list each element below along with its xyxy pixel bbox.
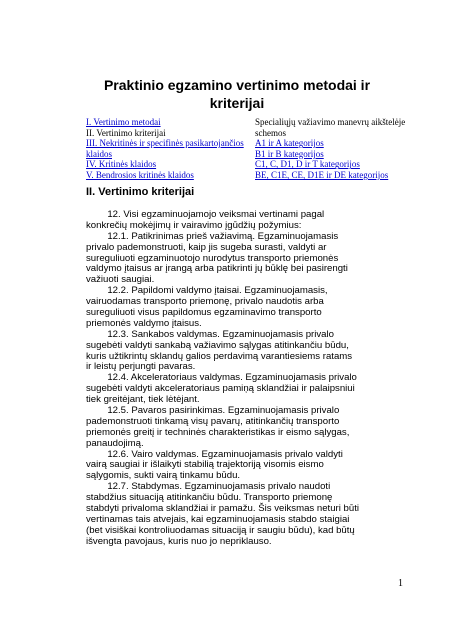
body-line: stabdyti privaloma sklandžiai ir pamažu. Šis veiksmas neturi būti: [86, 503, 360, 515]
body-line: privalo pademonstruoti, kaip jis sugeba surasti, valdyti ar: [86, 241, 327, 253]
body-line: valdymo įtaisus ar įrangą arba patikrinti jų būklę bei pasirengti: [86, 263, 348, 275]
body-line: konkrečių mokėjimų ir vairavimo įgūdžių požymius:: [86, 219, 302, 231]
toc-link[interactable]: klaidos: [86, 148, 112, 159]
toc-link[interactable]: V. Bendrosios kritinės klaidos: [86, 170, 194, 180]
page-title: [80, 76, 394, 112]
body-line: sugebėti valdyti sankabą važiavimo sąlygas atitinkančiu būdu,: [86, 339, 349, 351]
toc-link[interactable]: A1 ir A kategorijos: [255, 138, 324, 149]
toc-link[interactable]: IV. Kritinės klaidos: [86, 159, 157, 170]
body-line: 12.7. Stabdymas. Egzaminuojamasis privalo naudoti: [86, 481, 331, 493]
body-line: ir leistų perjungti pavaras.: [86, 361, 196, 373]
body-line: panaudojimą.: [86, 437, 144, 449]
body-line: važiuoti saugiai.: [86, 274, 155, 286]
body-line: vairą saugiai ir išlaikyti stabilią trajektoriją visomis eismo: [86, 459, 324, 471]
toc-text: II. Vertinimo kriterijai: [86, 127, 166, 138]
toc-link[interactable]: C1, C, D1, D ir T kategorijos: [255, 159, 360, 170]
toc-text: Specialiųjų važiavimo manevrų aikštelėje: [255, 117, 406, 127]
body-line: vertinamas tais atvejais, kai egzaminuojamasis stabdo staigiai: [86, 513, 350, 525]
body-line: kuris užtikrintų sklandų galios perdavimą varantiesiems ratams: [86, 350, 353, 362]
body-line: tiek greitėjant, tiek lėtėjant.: [86, 394, 200, 406]
section-heading: II. Vertinimo kriterijai: [86, 186, 195, 198]
body-line: vairuodamas transporto priemonę, privalo naudotis arba: [86, 296, 324, 308]
body-line: priemonės valdymo įtaisus.: [86, 317, 202, 329]
title-line-1: Praktinio egzamino vertinimo metodai ir: [103, 77, 371, 93]
toc-link[interactable]: B1 ir B kategorijos: [255, 148, 324, 159]
toc-link[interactable]: BE, C1E, CE, D1E ir DE kategorijos: [255, 170, 389, 180]
body-line: sureguliuoti visus papildomus egzaminavimo transporto: [86, 307, 322, 319]
body-line: 12.2. Papildomi valdymo įtaisai. Egzaminuojamasis,: [86, 285, 328, 297]
body-line: 12.4. Akceleratoriaus valdymas. Egzaminuojamasis privalo: [86, 372, 357, 384]
title-line-2: kriterijai: [209, 95, 265, 111]
body-line: sąlygomis, sukti vairą tinkamu būdu.: [86, 470, 241, 482]
body-line: stabdžius situaciją atitinkančiu būdu. Transporto priemonę: [86, 492, 333, 504]
body-line: pademonstruoti tinkamą visų pavarų, atitinkančių transporto: [86, 415, 340, 427]
body-line: sugebėti valdyti akceleratoriaus pamiņą sklandžiai ir palaipsniui: [86, 383, 355, 395]
body-line: išvengta pavojaus, kuris nuo jo nepriklauso.: [86, 535, 272, 547]
body-line: 12.5. Pavaros pasirinkimas. Egzaminuojamasis privalo: [86, 405, 340, 417]
body-line: 12.6. Vairo valdymas. Egzaminuojamasis privalo valdyti: [86, 448, 343, 460]
body-line: priemonės greitį ir techninės charakteristikas ir eismo sąlygas,: [86, 426, 350, 438]
toc-text: schemos: [255, 127, 286, 138]
body-line: (bet visiškai kontroliuodamas situaciją ir saugiu būdu), kad būtų: [86, 524, 355, 536]
body-line: 12. Visi egzaminuojamojo veiksmai vertinami pagal: [86, 209, 325, 220]
body-line: sureguliuoti egzaminuotojo nurodytus transporto priemonės: [86, 252, 339, 264]
body-text: [86, 210, 390, 548]
page-number: 1: [398, 578, 403, 589]
toc-link[interactable]: III. Nekritinės ir specifinės pasikartojančios: [86, 138, 244, 149]
body-line: 12.1. Patikrinimas prieš važiavimą. Egzaminuojamasis: [86, 230, 339, 242]
body-line: 12.3. Sankabos valdymas. Egzaminuojamasis privalo: [86, 328, 334, 340]
toc-link[interactable]: I. Vertinimo metodai: [86, 117, 161, 127]
